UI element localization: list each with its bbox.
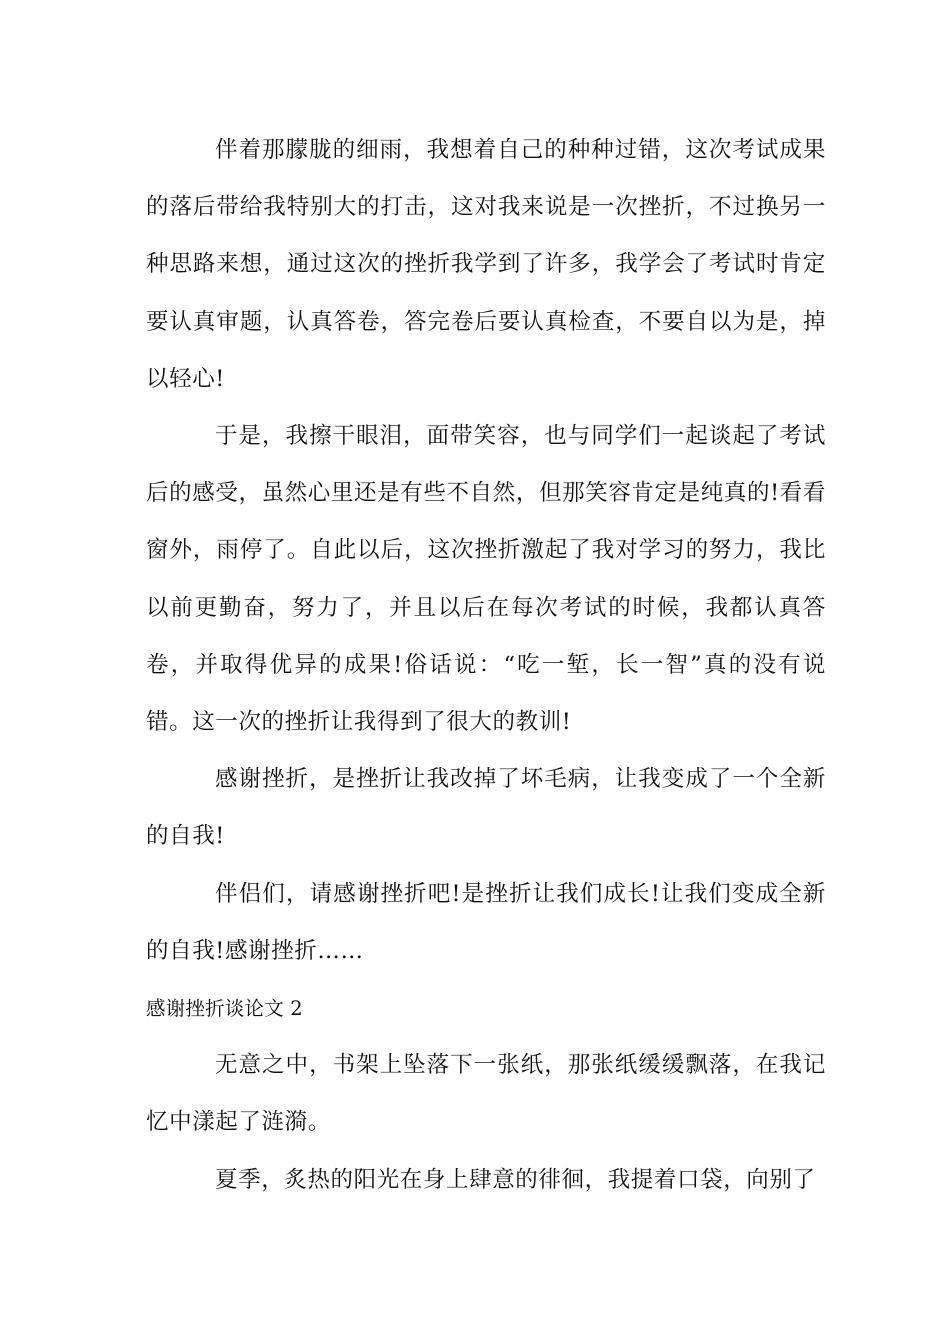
paragraph-1: 伴着那朦胧的细雨，我想着自己的种种过错，这次考试成果的落后带给我特别大的打击，这对我来说是一次挫折，不过换另一种思路来想，通过这次的挫折我学到了许多，我学会了考试时肯定要认真审题，认真答卷，答完卷后要认真检查，不要自以为是，掉以轻心!	[146, 137, 826, 392]
section-heading: 感谢挫折谈论文 2	[146, 997, 303, 1021]
paragraph-5: 无意之中，书架上坠落下一张纸，那张纸缓缓飘落，在我记忆中漾起了涟漪。	[146, 1052, 826, 1136]
paragraph-2: 于是，我擦干眼泪，面带笑容，也与同学们一起谈起了考试后的感受，虽然心里还是有些不自然，但那笑容肯定是纯真的!看看窗外，雨停了。自此以后，这次挫折激起了我对学习的努力，我比以前更勤奋，努力了，并且以后在每次考试的时候，我都认真答卷，并取得优异的成果!俗话说：“吃一堑，长一智”真的没有说错。这一次的挫折让我得到了很大的教训!	[146, 423, 826, 736]
document-body	[146, 122, 826, 1209]
paragraph-3: 感谢挫折，是挫折让我改掉了坏毛病，让我变成了一个全新的自我!	[146, 766, 826, 850]
paragraph-4: 伴侣们，请感谢挫折吧!是挫折让我们成长!让我们变成全新的自我!感谢挫折……	[146, 880, 826, 964]
paragraph-6: 夏季，炙热的阳光在身上肆意的徘徊，我提着口袋，向别了	[215, 1166, 816, 1193]
